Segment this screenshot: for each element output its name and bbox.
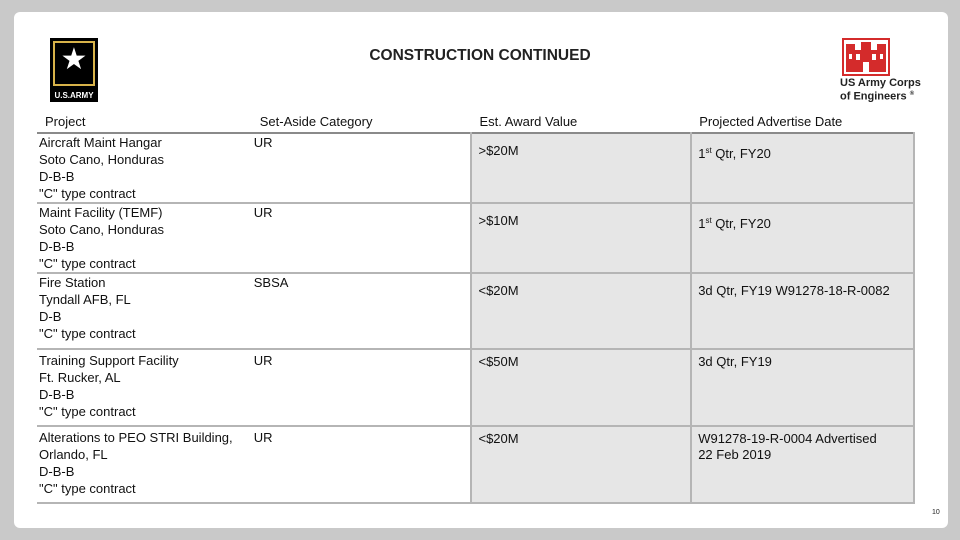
advertise-date-line: 22 Feb 2019 (698, 447, 772, 462)
project-delivery: D-B-B (39, 169, 75, 184)
award-value: <$50M (478, 354, 519, 369)
date-ordinal: st (705, 216, 712, 225)
date-rest: Qtr, FY20 (711, 146, 771, 161)
award-value-cell (471, 133, 691, 203)
column-header-award-value: Est. Award Value (479, 114, 578, 129)
date-rest: Qtr, FY20 (711, 216, 771, 231)
advertise-date-line: W91278-19-R-0004 Advertised (698, 431, 877, 446)
project-contract-type: "C" type contract (39, 481, 136, 496)
registered-mark: ® (909, 91, 915, 97)
project-location: Soto Cano, Honduras (39, 222, 165, 237)
project-name: Fire Station (39, 275, 106, 290)
advertise-date: 3d Qtr, FY19 W91278-18-R-0082 (698, 283, 890, 298)
advertise-date-cell (691, 273, 914, 349)
column-header-advertise-date: Projected Advertise Date (699, 114, 843, 129)
award-value: <$20M (478, 431, 519, 446)
award-value: >$10M (478, 213, 519, 228)
projects-table (37, 109, 915, 504)
usace-wordmark (840, 78, 940, 103)
table-row (37, 426, 914, 503)
project-delivery: D-B-B (39, 464, 75, 479)
project-location: Tyndall AFB, FL (39, 292, 131, 307)
advertise-date (692, 427, 913, 463)
date-ordinal: st (705, 146, 712, 155)
award-value: <$20M (478, 283, 519, 298)
set-aside-cell (252, 426, 472, 503)
project-name: Aircraft Maint Hangar (39, 135, 162, 150)
award-value-cell (471, 349, 691, 426)
column-header-set-aside: Set-Aside Category (259, 114, 373, 129)
project-contract-type: "C" type contract (39, 404, 136, 419)
advertise-date-cell (691, 133, 914, 203)
award-value: >$20M (478, 143, 519, 158)
set-aside-value: UR (253, 353, 273, 368)
usace-line2: of Engineers (840, 90, 907, 103)
award-value-cell (471, 273, 691, 349)
advertise-date-cell (691, 203, 914, 273)
advertise-date (692, 134, 913, 162)
award-value-cell (471, 426, 691, 503)
page-number: 10 (932, 509, 940, 516)
table-row (37, 133, 914, 203)
project-delivery: D-B-B (39, 387, 75, 402)
set-aside-value: SBSA (253, 275, 289, 290)
project-name: Maint Facility (TEMF) (39, 205, 163, 220)
project-cell (37, 133, 252, 203)
star-icon: ★ (60, 42, 88, 77)
army-logo-text: U.S.ARMY (54, 91, 94, 100)
project-contract-type: "C" type contract (39, 186, 136, 201)
project-cell (37, 426, 252, 503)
project-delivery: D-B-B (39, 239, 75, 254)
table-row (37, 203, 914, 273)
set-aside-value: UR (253, 135, 273, 150)
date-prefix: 1 (698, 216, 706, 231)
project-cell (37, 349, 252, 426)
usace-logo (836, 38, 936, 108)
castle-icon (842, 38, 890, 76)
table-row (37, 273, 914, 349)
project-location: Soto Cano, Honduras (39, 152, 165, 167)
table-row (37, 349, 914, 426)
table-header-row (37, 109, 914, 133)
page-title: CONSTRUCTION CONTINUED (369, 47, 591, 64)
project-cell (37, 203, 252, 273)
project-contract-type: "C" type contract (39, 326, 136, 341)
usace-line1: US Army Corps (840, 77, 921, 89)
project-contract-type: "C" type contract (39, 256, 136, 271)
advertise-date-cell (691, 426, 914, 503)
set-aside-value: UR (253, 205, 273, 220)
advertise-date (692, 204, 913, 232)
set-aside-cell (252, 203, 472, 273)
project-name: Training Support Facility (39, 353, 179, 368)
date-prefix: 1 (698, 146, 706, 161)
project-location: Orlando, FL (39, 447, 108, 462)
advertise-date-cell (691, 349, 914, 426)
set-aside-cell (252, 349, 472, 426)
set-aside-cell (252, 273, 472, 349)
advertise-date: 3d Qtr, FY19 (698, 354, 772, 369)
project-cell (37, 273, 252, 349)
project-location: Ft. Rucker, AL (39, 370, 121, 385)
set-aside-value: UR (253, 430, 273, 445)
set-aside-cell (252, 133, 472, 203)
project-delivery: D-B (39, 309, 62, 324)
column-header-project: Project (45, 114, 86, 129)
award-value-cell (471, 203, 691, 273)
project-name: Alterations to PEO STRI Building, (39, 430, 233, 445)
